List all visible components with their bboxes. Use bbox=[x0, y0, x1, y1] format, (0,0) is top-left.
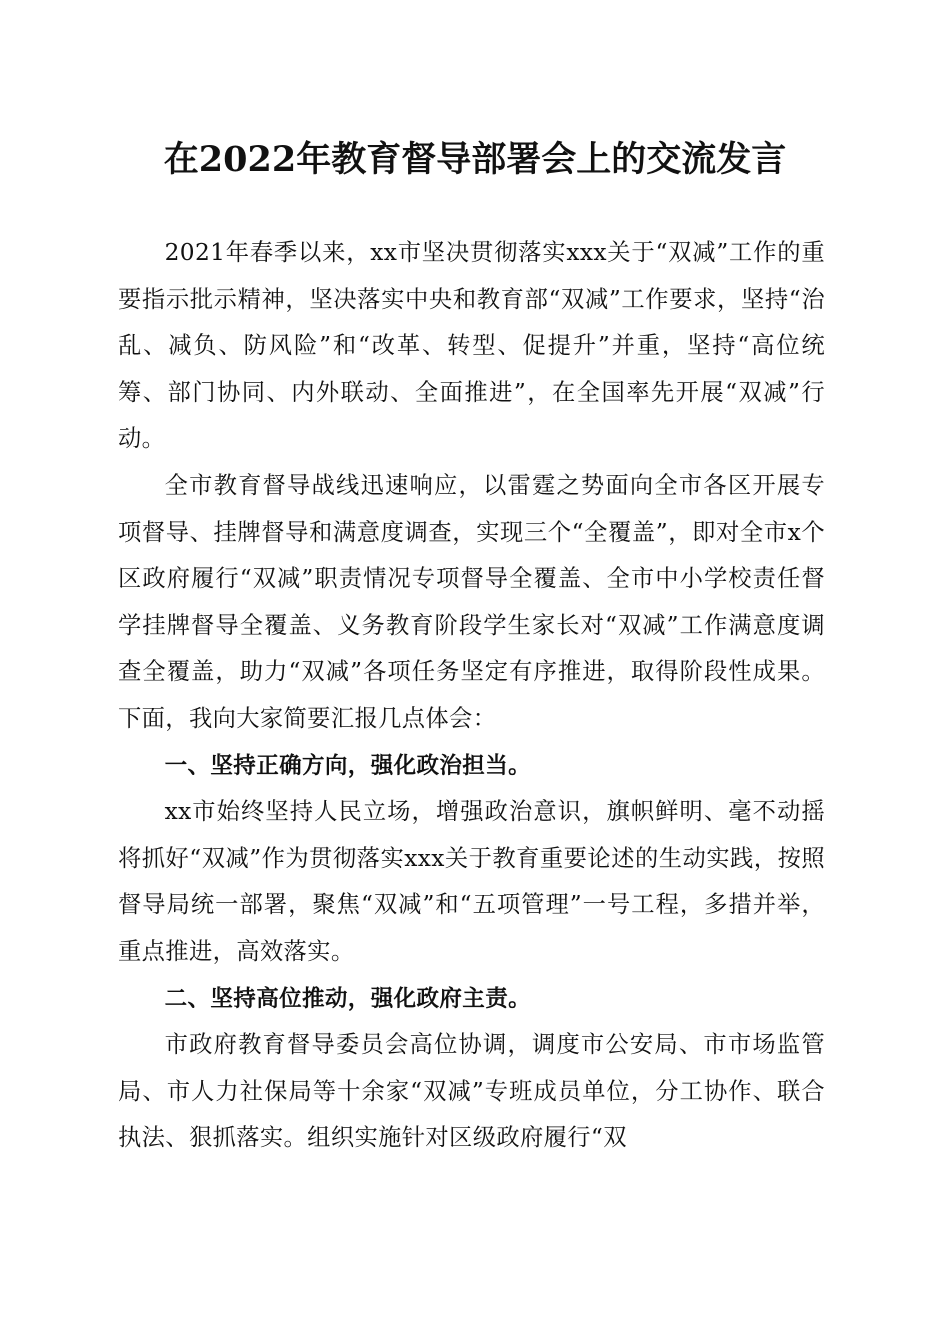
paragraph-intro: 2021年春季以来，xx市坚决贯彻落实xxx关于“双减”工作的重要指示批示精神，坚决落实中央和教育部“双减”工作要求，坚持“治乱、减负、防风险”和“改革、转型、促提升”并重，坚持“高位统筹、部门协同、内外联动、全面推进”，在全国率先开展“双减”行动。 bbox=[118, 239, 825, 453]
section-heading-1: 一、坚持正确方向，强化政治担当。 bbox=[164, 752, 531, 779]
document-body bbox=[118, 230, 825, 1162]
section-heading-2: 二、坚持高位推动，强化政府主责。 bbox=[164, 985, 531, 1012]
section-text-1: xx市始终坚持人民立场，增强政治意识，旗帜鲜明、毫不动摇将抓好“双减”作为贯彻落实xxx关于教育重要论述的生动实践，按照督导局统一部署，聚焦“双减”和“五项管理”一号工程，多措并举，重点推进，高效落实。 bbox=[118, 798, 825, 965]
paragraph-overview: 全市教育督导战线迅速响应，以雷霆之势面向全市各区开展专项督导、挂牌督导和满意度调查，实现三个“全覆盖”，即对全市x个区政府履行“双减”职责情况专项督导全覆盖、全市中小学校责任督学挂牌督导全覆盖、义务教育阶段学生家长对“双减”工作满意度调查全覆盖，助力“双减”各项任务坚定有序推进，取得阶段性成果。下面，我向大家简要汇报几点体会： bbox=[118, 471, 825, 732]
document-title: 在2022年教育督导部署会上的交流发言 bbox=[163, 139, 787, 180]
section-text-2: 市政府教育督导委员会高位协调，调度市公安局、市市场监管局、市人力社保局等十余家“双减”专班成员单位，分工协作、联合执法、狠抓落实。组织实施针对区级政府履行“双 bbox=[118, 1031, 825, 1152]
